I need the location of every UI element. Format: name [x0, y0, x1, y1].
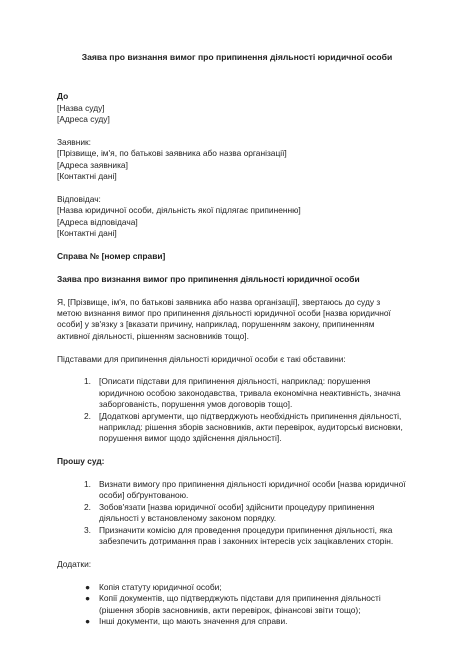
respondent-address: [Адреса відповідача] [57, 216, 138, 227]
attachments-heading: Додатки: [57, 558, 92, 569]
list-item [57, 616, 417, 627]
applicant-contacts: [Контактні дані] [57, 171, 117, 182]
list-marker: 1. [84, 479, 91, 490]
list-item [57, 411, 417, 445]
list-item [57, 525, 417, 548]
list-item-line: особи] обґрунтованою. [99, 490, 189, 501]
court-name: [Назва суду] [57, 102, 105, 113]
bullet-icon: ● [85, 581, 91, 592]
respondent-name: [Назва юридичної особи, діяльність якої підлягає припиненню] [57, 205, 301, 216]
intro-line: метою визнання вимог про припинення діяльності юридичної особи [назва юридичної [57, 308, 391, 319]
applicant-heading: Заявник: [57, 137, 91, 148]
list-item-line: Визнати вимогу про припинення діяльності юридичної особи [назва юридичної [99, 479, 406, 490]
list-item-line: [Описати підстави для припинення діяльності, наприклад: порушення [99, 376, 371, 387]
respondent-block [57, 194, 417, 240]
request-heading: Прошу суд: [57, 456, 105, 467]
respondent-heading: Відповідач: [57, 194, 101, 205]
to-heading: До [57, 91, 69, 102]
intro-line: особи] у зв'язку з [вказати причину, наприклад, порушенням закону, припиненням [57, 319, 375, 330]
section-title: Заява про визнання вимог про припинення діяльності юридичної особи [57, 273, 360, 284]
intro-paragraph [57, 297, 417, 343]
case-number: Справа № [номер справи] [57, 251, 166, 262]
intro-line: активної діяльності, рішенням засновників тощо]. [57, 330, 249, 341]
court-block [57, 91, 417, 125]
document-page [57, 52, 417, 627]
respondent-contacts: [Контактні дані] [57, 228, 117, 239]
list-marker: 1. [84, 376, 91, 387]
list-item-line: порушення вимог щодо здійснення діяльності]. [99, 433, 282, 444]
intro-line: Я, [Прізвище, ім'я, по батькові заявника або назва організації], звертаюсь до суду з [57, 296, 381, 307]
list-item-line: Копії документів, що підтверджують підстави для припинення діяльності [99, 593, 381, 604]
list-item-line: Призначити комісію для проведення процедури припинення діяльності, яка [99, 524, 393, 535]
list-item [57, 502, 417, 525]
list-item [57, 376, 417, 410]
list-item [57, 593, 417, 616]
applicant-address: [Адреса заявника] [57, 159, 128, 170]
list-item-line: юридичною особою законодавства, тривала економічна неактивність, значна [99, 387, 401, 398]
court-address: [Адреса суду] [57, 114, 110, 125]
applicant-block [57, 137, 417, 183]
list-item [57, 479, 417, 502]
attachments-list [57, 582, 417, 628]
list-marker: 2. [84, 501, 91, 512]
list-item-line: (рішення зборів засновників, акти перевірок, фінансові звіти тощо); [99, 604, 361, 615]
applicant-name: [Прізвище, ім'я, по батькові заявника або назва організації] [57, 148, 287, 159]
request-list [57, 479, 417, 547]
list-item-line: [Додаткові аргументи, що підтверджують необхідність припинення діяльності, [99, 410, 402, 421]
list-item-line: наприклад: рішення зборів засновників, акти перевірок, аудиторські висновки, [99, 422, 403, 433]
list-item-line: Зобов'язати [назва юридичної особи] здійснити процедуру припинення [99, 501, 375, 512]
list-marker: 2. [84, 410, 91, 421]
grounds-list [57, 376, 417, 444]
list-item [57, 582, 417, 593]
bullet-icon: ● [85, 593, 91, 604]
list-item-line: заборгованість, порушення умов договорів тощо]. [99, 399, 293, 410]
list-marker: 3. [84, 524, 91, 535]
list-item-line: Інші документи, що мають значення для справи. [99, 615, 288, 626]
grounds-intro: Підставами для припинення діяльності юридичної особи є такі обставини: [57, 353, 346, 364]
list-item-line: діяльності у встановленому законом порядку. [99, 513, 277, 524]
bullet-icon: ● [85, 615, 91, 626]
document-title: Заява про визнання вимог про припинення діяльності юридичної особи [81, 52, 393, 62]
list-item-line: забезпечить дотримання прав і законних інтересів усіх зацікавлених сторін. [99, 536, 394, 547]
list-item-line: Копія статуту юридичної особи; [99, 581, 222, 592]
